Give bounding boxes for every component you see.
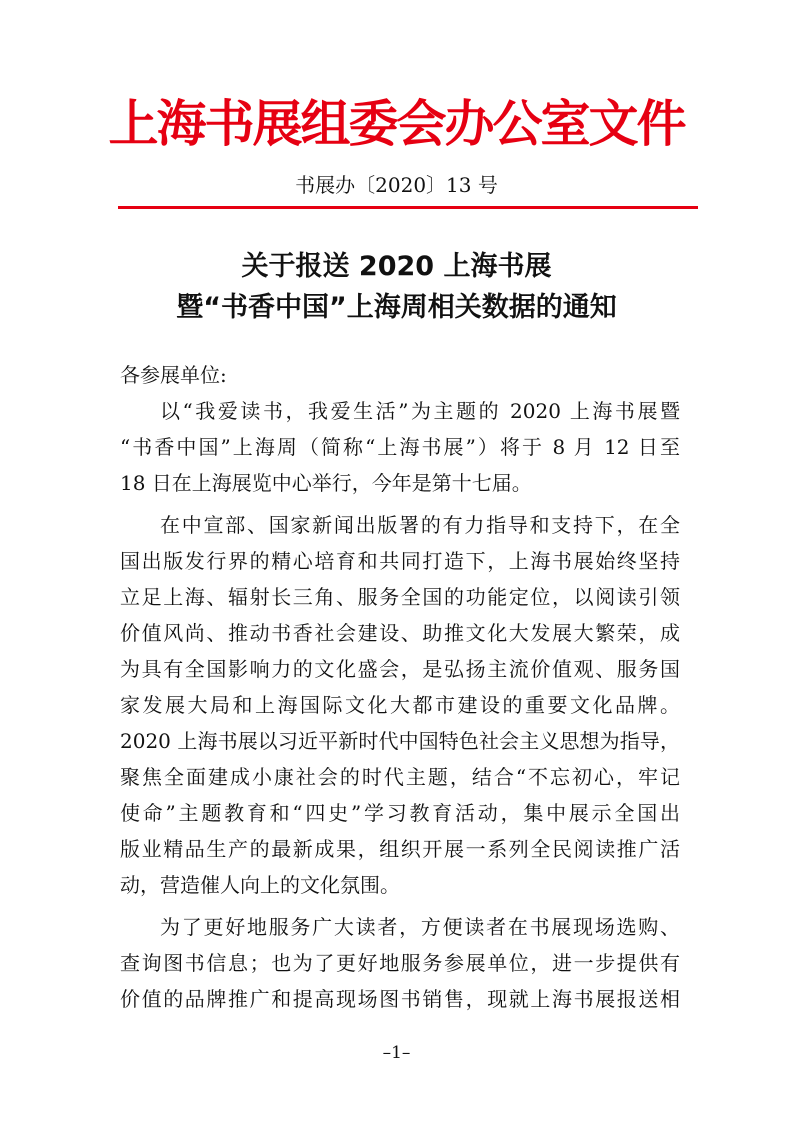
body-line: 2020 上海书展以习近平新时代中国特色社会主义思想为指导，: [120, 728, 680, 753]
body-line: 18 日在上海展览中心举行，今年是第十七届。: [120, 470, 532, 495]
body-line: 为具有全国影响力的文化盛会，是弘扬主流价值观、服务国: [120, 656, 680, 681]
red-divider-line: [118, 206, 698, 209]
document-number: 书展办〔2020〕13 号: [295, 173, 498, 197]
body-line: 聚焦全面建成小康社会的时代主题，结合“不忘初心，牢记: [120, 764, 680, 789]
body-text: [120, 393, 680, 1017]
body-line: 使命”主题教育和“四史”学习教育活动，集中展示全国出: [120, 800, 680, 825]
body-line: 查询图书信息；也为了更好地服务参展单位，进一步提供有: [120, 950, 680, 975]
body-line: 家发展大局和上海国际文化大都市建设的重要文化品牌。: [120, 692, 680, 717]
body-line: 为了更好地服务广大读者，方便读者在书展现场选购、: [160, 914, 680, 939]
body-line: 在中宣部、国家新闻出版署的有力指导和支持下，在全: [160, 512, 680, 537]
notice-title-line-2: 暨“书香中国”上海周相关数据的通知: [176, 292, 617, 323]
notice-title-line-1: 关于报送 2020 上海书展: [241, 251, 552, 282]
document-header-title: 上海书展组委会办公室文件: [108, 94, 685, 153]
salutation: 各参展单位:: [120, 363, 227, 387]
body-line: 版业精品生产的最新成果，组织开展一系列全民阅读推广活: [120, 836, 680, 861]
body-line: 以“我爱读书，我爱生活”为主题的 2020 上海书展暨: [160, 398, 680, 423]
body-line: 价值的品牌推广和提高现场图书销售，现就上海书展报送相: [120, 986, 680, 1011]
body-line: “书香中国”上海周（简称“上海书展”）将于 8 月 12 日至: [120, 434, 680, 459]
body-line: 立足上海、辐射长三角、服务全国的功能定位，以阅读引领: [120, 584, 680, 609]
body-line: 国出版发行界的精心培育和共同打造下，上海书展始终坚持: [120, 548, 680, 573]
notice-title: [0, 246, 793, 328]
page-number: –1–: [382, 1043, 411, 1063]
body-line: 动，营造催人向上的文化氛围。: [120, 872, 400, 897]
body-line: 价值风尚、推动书香社会建设、助推文化大发展大繁荣，成: [120, 620, 680, 645]
